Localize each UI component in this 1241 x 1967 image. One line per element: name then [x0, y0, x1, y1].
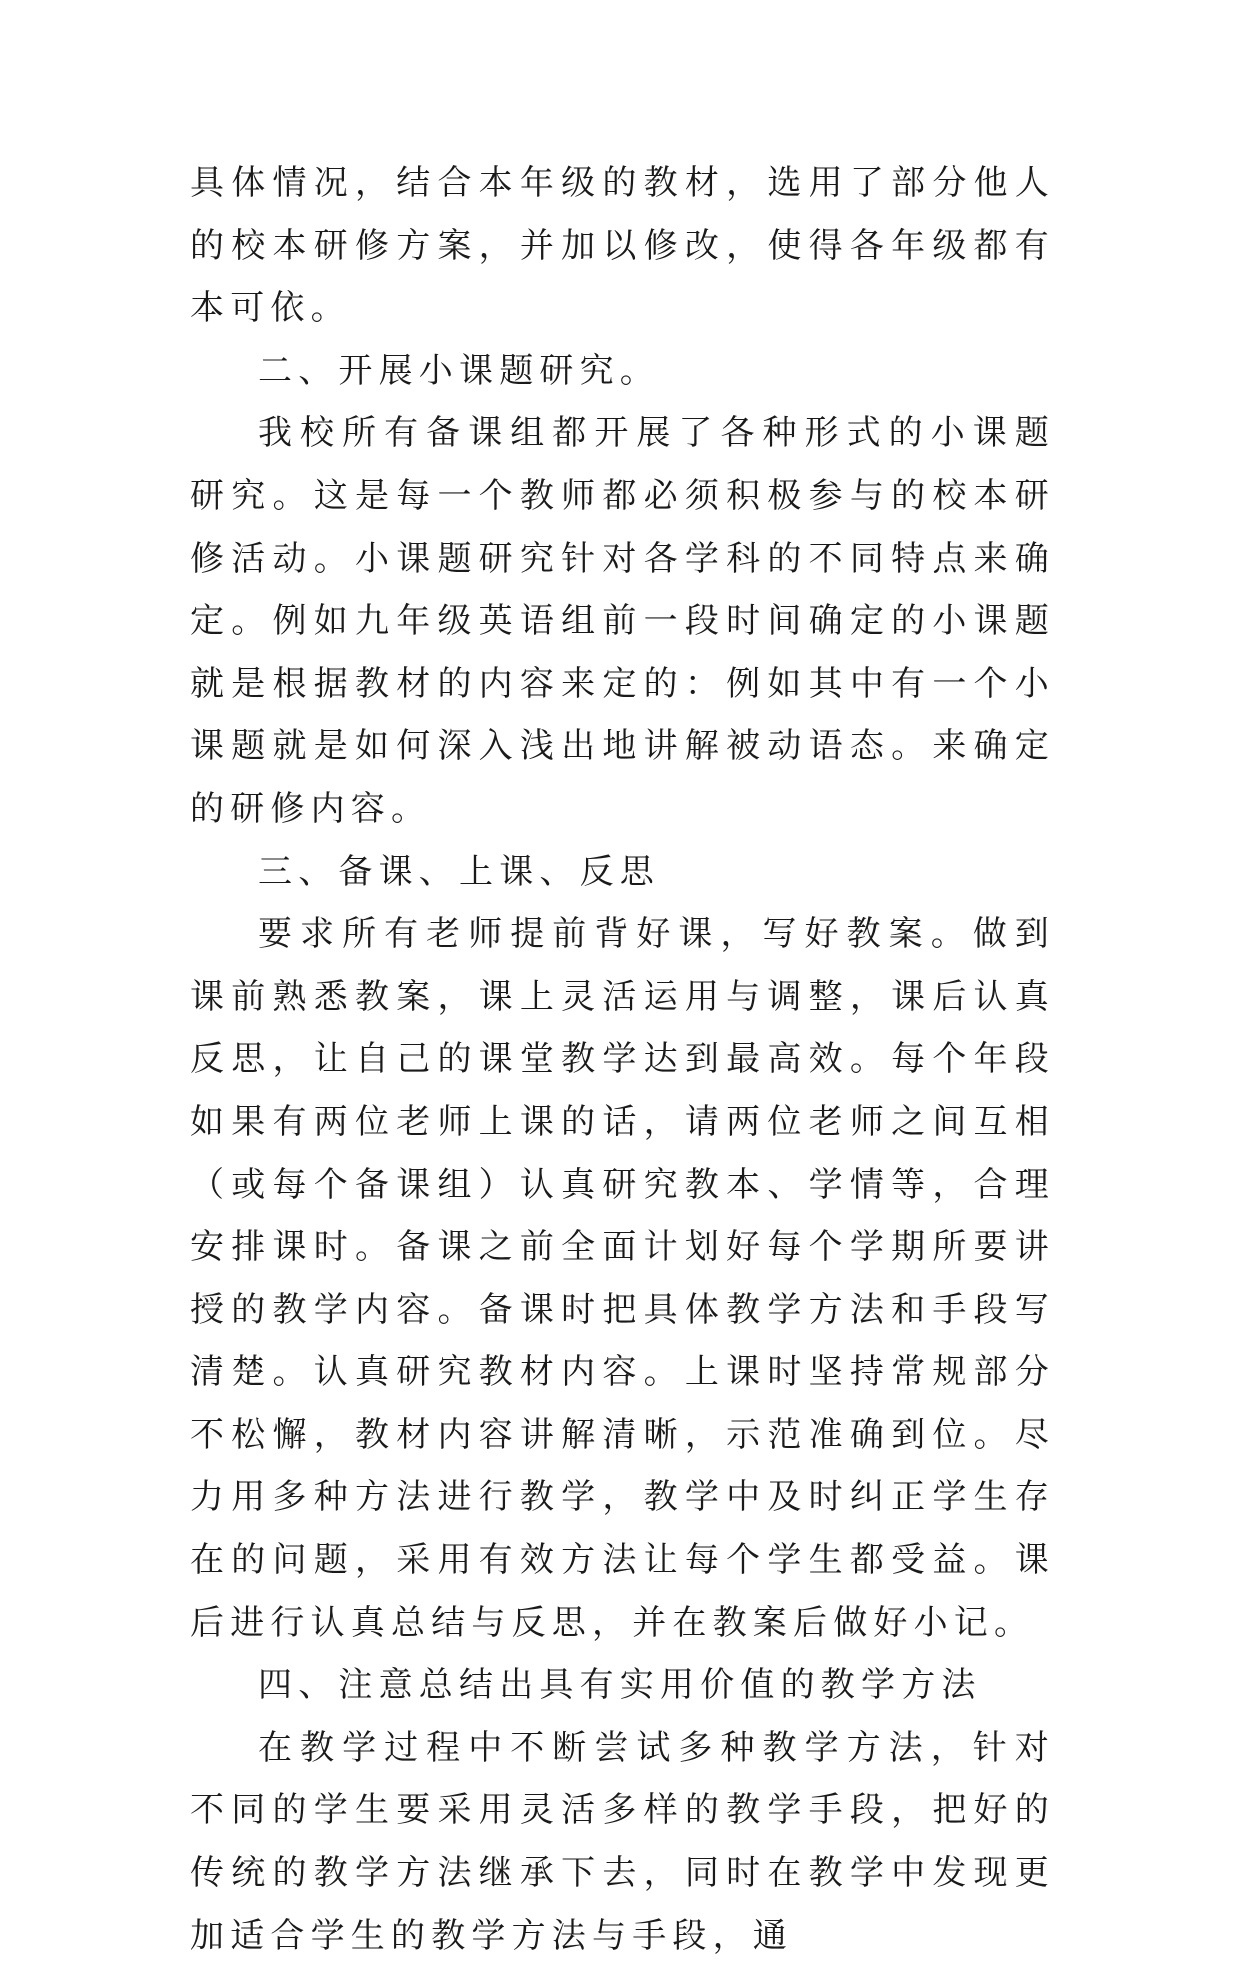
paragraph-small-topic-research: 我校所有备课组都开展了各种形式的小课题研究。这是每一个教师都必须积极参与的校本研修活动。小课题研究针对各学科的不同特点来确定。例如九年级英语组前一段时间确定的小课题就是根据教材的内容来定的：例如其中有一个小课题就是如何深入浅出地讲解被动语态。来确定的研修内容。: [190, 413, 1055, 829]
section-heading-4: 四、注意总结出具有实用价值的教学方法: [258, 1665, 982, 1706]
document-body: [190, 152, 1055, 1967]
paragraph-lesson-preparation: 要求所有老师提前背好课，写好教案。做到课前熟悉教案，课上灵活运用与调整，课后认真反思，让自己的课堂教学达到最高效。每个年段如果有两位老师上课的话，请两位老师之间互相（或每个备课组）认真研究教本、学情等，合理安排课时。备课之前全面计划好每个学期所要讲授的教学内容。备课时把具体教学方法和手段写清楚。认真研究教材内容。上课时坚持常规部分不松懈，教材内容讲解清晰，示范准确到位。尽力用多种方法进行教学，教学中及时纠正学生存在的问题，采用有效方法让每个学生都受益。课后进行认真总结与反思，并在教案后做好小记。: [190, 914, 1055, 1643]
paragraph-continued: 具体情况，结合本年级的教材，选用了部分他人的校本研修方案，并加以修改，使得各年级都有本可依。: [190, 163, 1055, 329]
paragraph-teaching-methods: 在教学过程中不断尝试多种教学方法，针对不同的学生要采用灵活多样的教学手段，把好的传统的教学方法继承下去，同时在教学中发现更加适合学生的教学方法与手段，通: [190, 1727, 1055, 1956]
section-heading-3: 三、备课、上课、反思: [258, 851, 660, 892]
section-heading-2: 二、开展小课题研究。: [258, 350, 660, 391]
